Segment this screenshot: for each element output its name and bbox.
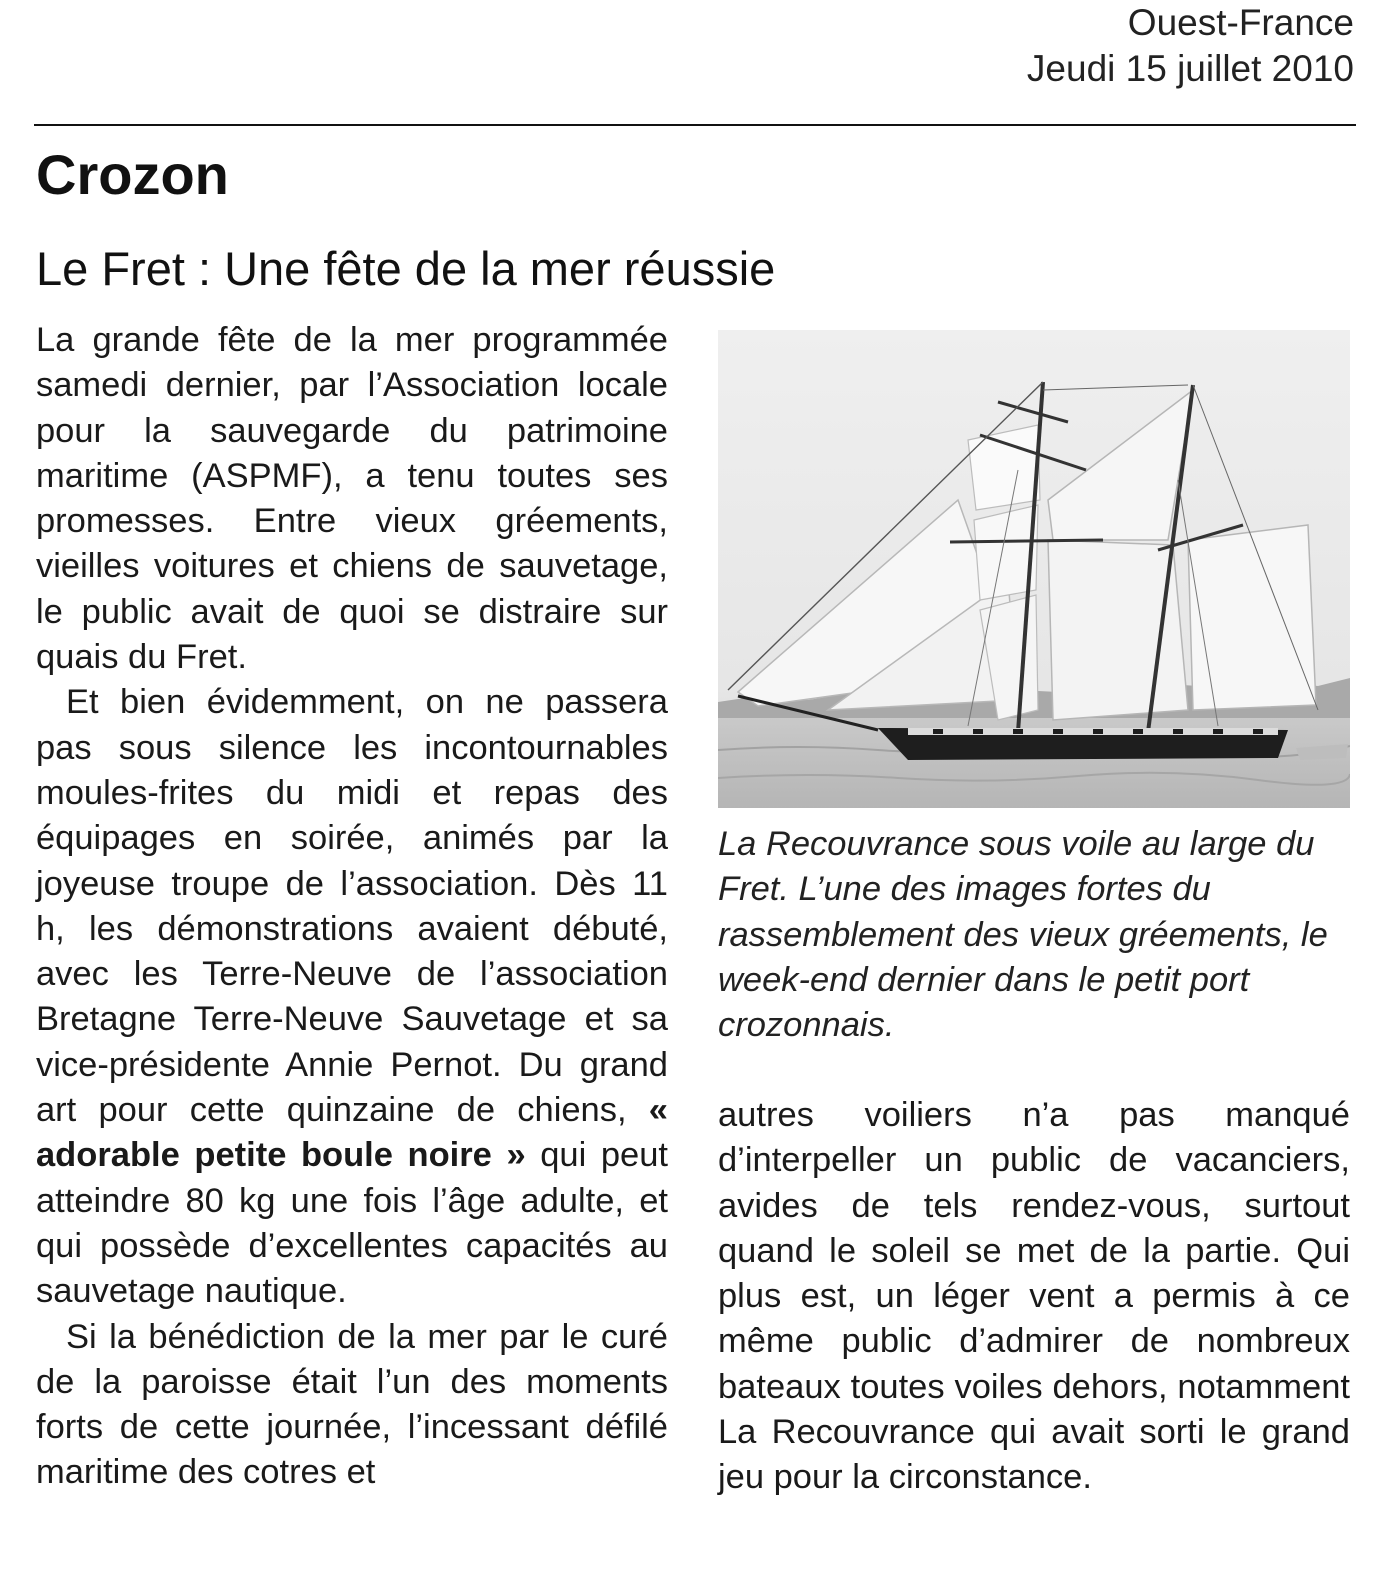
article-headline: Le Fret : Une fête de la mer réussie <box>36 242 776 295</box>
paragraph-2-text: Et bien évidemment, on ne passera pas sous silence les incontournables moules-frites du midi et repas des équipages en soirée, animés par la joyeuse troupe de l’association. Dès 11 h, les démonstrations avaient débuté, avec les Terre-Neuve de l’association Bretagne Terre-Neuve Sauvetage et sa vice-présidente Annie Pernot. Du grand art pour cette quinzaine de chiens, <box>36 683 668 1130</box>
newspaper-name: Ouest-France <box>1127 2 1354 43</box>
article-column-right <box>718 1093 1350 1501</box>
photo-caption: La Recouvrance sous voile au large du Fret. L’une des images fortes du rassemblement des vieux gréements, le week-end dernier dans le petit port crozonnais. <box>718 825 1328 1045</box>
article-column-left <box>36 318 668 1496</box>
paragraph-1: La grande fête de la mer programmée samedi dernier, par l’Association locale pour la sauvegarde du patrimoine maritime (ASPMF), a tenu toutes ses promesses. Entre vieux gréements, vieilles voitures et chiens de sauvetage, le public avait de quoi se distraire sur quais du Fret. <box>36 321 668 677</box>
section-title: Crozon <box>36 143 229 206</box>
paragraph-3-continued: autres voiliers n’a pas manqué d’interpeller un public de vacanciers, avides de tels rendez-vous, surtout quand le soleil se met de la partie. Qui plus est, un léger vent a permis à ce même public d’admirer de nombreux bateaux toutes voiles dehors, notamment La Recouvrance qui avait sorti le grand jeu pour la circonstance. <box>718 1096 1350 1497</box>
header-rule <box>34 124 1356 126</box>
sailing-ship-photo <box>718 330 1350 808</box>
publication-date: Jeudi 15 juillet 2010 <box>1026 48 1354 89</box>
paragraph-3-start: Si la bénédiction de la mer par le curé de la paroisse était l’un des moments forts de cette journée, l’incessant défilé maritime des cotres et <box>36 1317 668 1492</box>
quote-text: « adorable petite boule noire » <box>36 1091 668 1175</box>
paragraph-2 <box>36 680 668 1314</box>
paragraph-2-end: qui peut atteindre 80 kg une fois l’âge adulte, et qui possède d’excellentes capacités au sauvetage nautique. <box>36 1136 668 1311</box>
masthead <box>1027 0 1354 92</box>
